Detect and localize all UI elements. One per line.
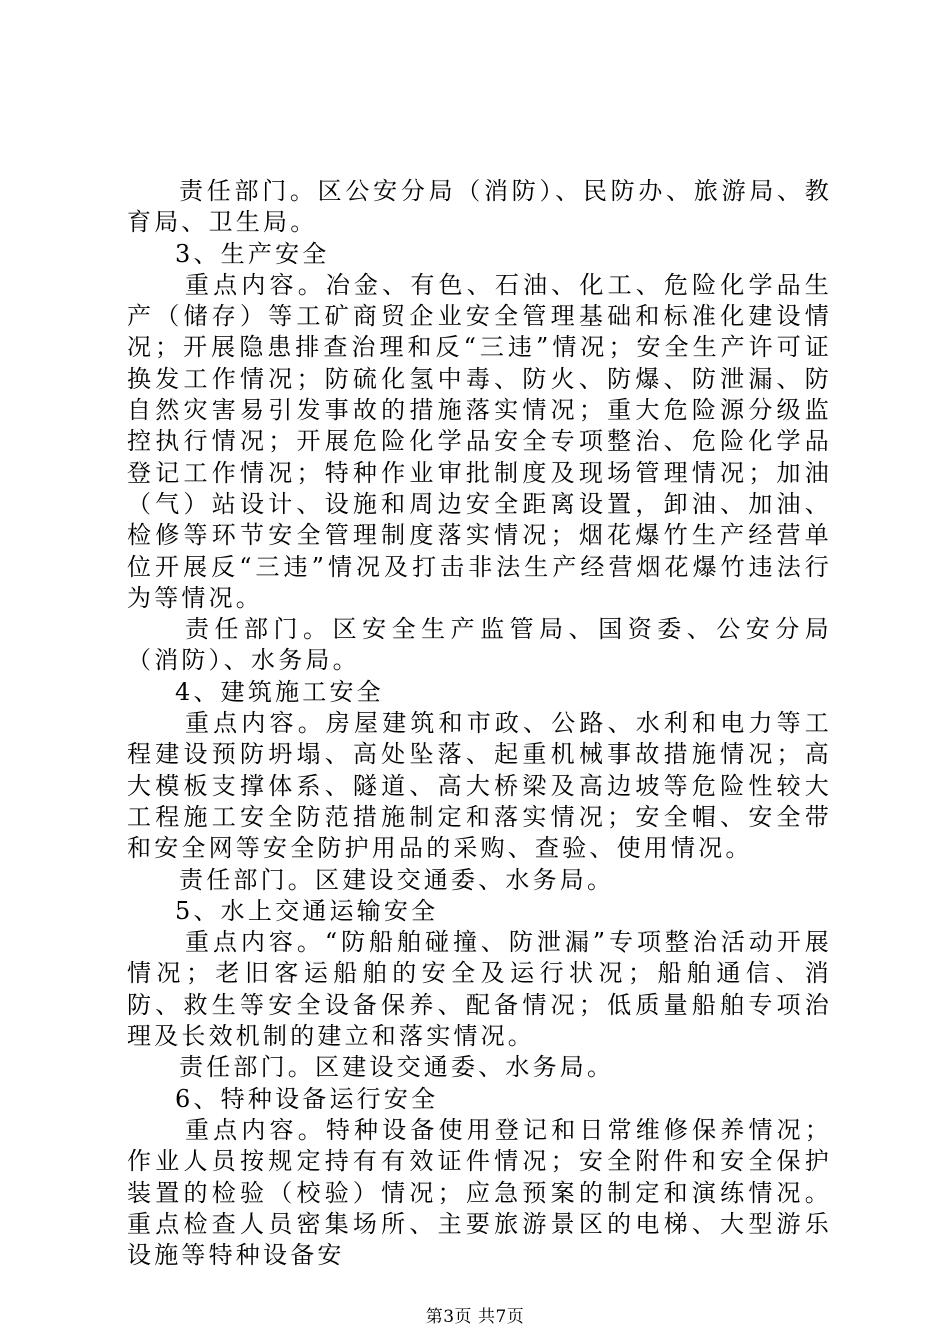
document-body: [127, 176, 832, 1271]
paragraph-responsibility-construction: 责任部门。区建设交通委、水务局。: [179, 865, 615, 894]
section-heading-construction-safety: 4、建筑施工安全: [175, 677, 384, 706]
paragraph-key-content-water-transport: 重点内容。“防船舶碰撞、防泄漏”专项整治活动开展情况；老旧客运船舶的安全及运行状况；船舶通信、消防、救生等安全设备保养、配备情况；低质量船舶专项治理及长效机制的建立和落实情况。: [127, 928, 832, 1051]
paragraph-key-content-construction: 重点内容。房屋建筑和市政、公路、水利和电力等工程建设预防坍塌、高处坠落、起重机械事故措施情况；高大模板支撑体系、隧道、高大桥梁及高边坡等危险性较大工程施工安全防范措施制定和落实情况；安全帽、安全带和安全网等安全防护用品的采购、查验、使用情况。: [127, 709, 832, 863]
section-heading-special-equipment-safety: 6、特种设备运行安全: [175, 1084, 439, 1113]
section-heading-production-safety: 3、生产安全: [175, 239, 330, 268]
paragraph-responsibility-production: 责任部门。区安全生产监管局、国资委、公安分局（消防）、水务局。: [127, 615, 832, 675]
section-heading-water-transport-safety: 5、水上交通运输安全: [175, 896, 439, 925]
page-number-footer: 第3页 共7页: [425, 1307, 525, 1327]
paragraph-key-content-production: 重点内容。冶金、有色、石油、化工、危险化学品生产（储存）等工矿商贸企业安全管理基础和标准化建设情况；开展隐患排查治理和反“三违”情况；安全生产许可证换发工作情况；防硫化氢中毒、防火、防爆、防泄漏、防自然灾害易引发事故的措施落实情况；重大危险源分级监控执行情况；开展危险化学品安全专项整治、危险化学品登记工作情况；特种作业审批制度及现场管理情况；加油（气）站设计、设施和周边安全距离设置，卸油、加油、检修等环节安全管理制度落实情况；烟花爆竹生产经营单位开展反“三违”情况及打击非法生产经营烟花爆竹违法行为等情况。: [127, 270, 832, 612]
paragraph-responsibility-water-transport: 责任部门。区建设交通委、水务局。: [179, 1053, 615, 1082]
paragraph-responsibility-fire: 责任部门。区公安分局（消防）、民防办、旅游局、教育局、卫生局。: [127, 177, 832, 237]
paragraph-key-content-special-equipment: 重点内容。特种设备使用登记和日常维修保养情况；作业人员按规定持有有效证件情况；安全附件和安全保护装置的检验（校验）情况；应急预案的制定和演练情况。重点检查人员密集场所、主要旅游景区的电梯、大型游乐设施等特种设备安: [127, 1115, 832, 1270]
